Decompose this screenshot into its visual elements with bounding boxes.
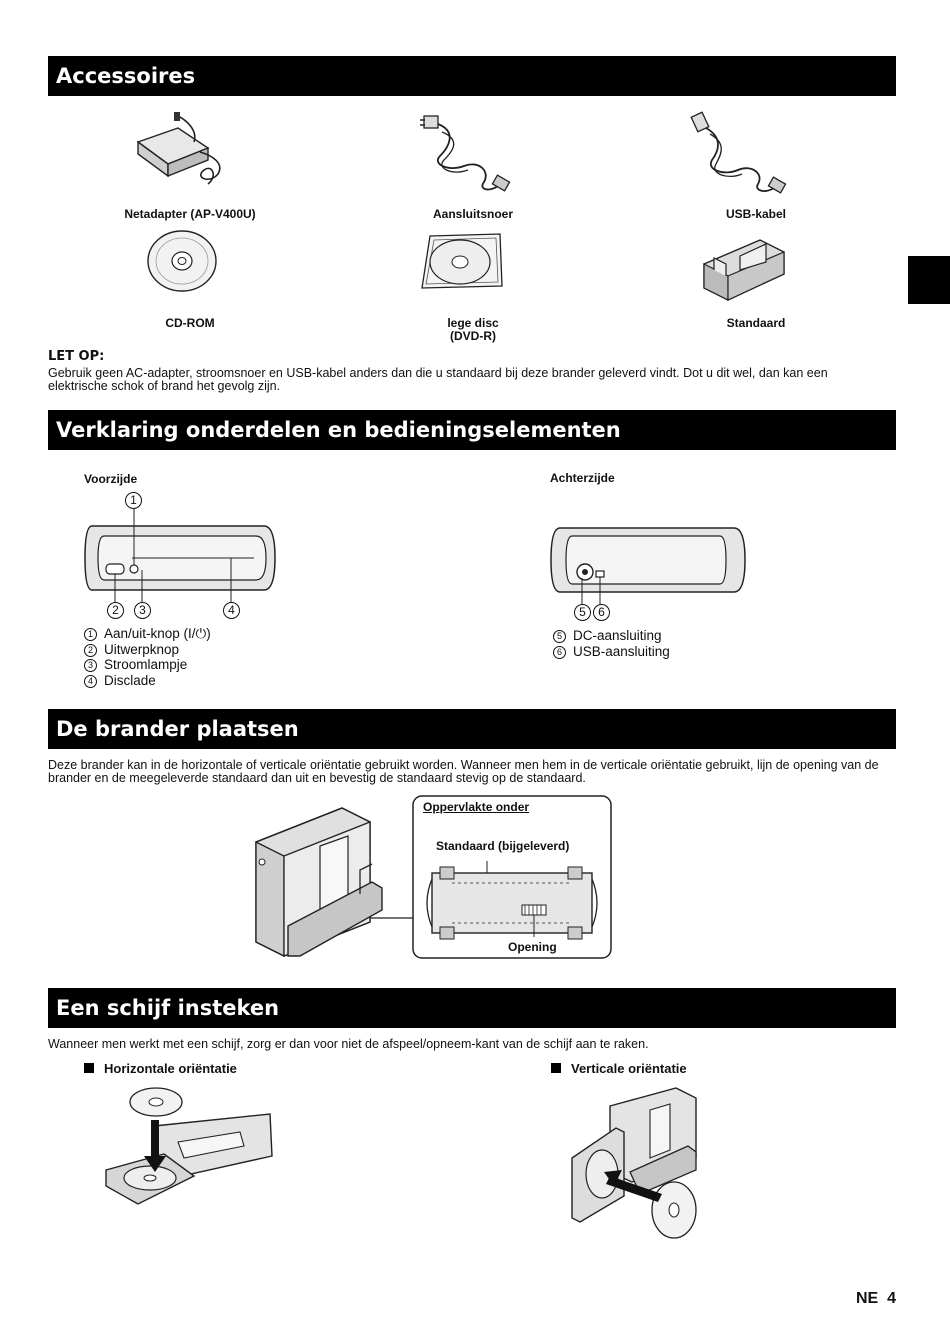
vertical-orientation-heading: Verticale oriëntatie — [551, 1061, 687, 1076]
legend-item: 2 Uitwerpknop — [84, 642, 211, 658]
legend-item: 3 Stroomlampje — [84, 657, 211, 673]
caution-title: LET OP: — [48, 349, 105, 364]
accessory-label-cord: Aansluitsnoer — [432, 207, 513, 221]
back-legend — [553, 628, 670, 659]
section-header-parts: Verklaring onderdelen en bedieningselementen — [48, 410, 896, 450]
page-number: 4 — [887, 1290, 897, 1307]
accessory-label-disc-1: lege disc — [447, 316, 499, 330]
stand-illustration — [700, 234, 786, 306]
footer-language: NE — [856, 1290, 879, 1307]
legend-item: 1 Aan/uit-knop (I/⏻) — [84, 626, 211, 642]
cd-rom-illustration — [146, 228, 218, 294]
accessory-label-cdrom: CD-ROM — [165, 316, 215, 330]
accessory-label-disc-2: (DVD-R) — [450, 329, 496, 343]
accessory-label-adapter: Netadapter (AP-V400U) — [124, 207, 256, 221]
accessory-label-stand: Standaard — [726, 316, 786, 330]
back-view-label: Achterzijde — [550, 471, 615, 485]
callout-4: 4 — [223, 602, 240, 619]
front-view-illustration — [84, 520, 276, 596]
usb-cable-illustration — [690, 112, 790, 196]
vertical-insert-illustration — [570, 1086, 700, 1240]
stand-supplied-label: Standaard (bijgeleverd) — [436, 839, 570, 853]
section-header-accessories: Accessoires — [48, 56, 896, 96]
callout-6: 6 — [593, 604, 610, 621]
front-legend — [84, 626, 211, 688]
legend-item: 5 DC-aansluiting — [553, 628, 670, 644]
horizontal-orientation-heading: Horizontale oriëntatie — [84, 1061, 237, 1076]
power-cord-illustration — [418, 112, 518, 194]
horizontal-insert-illustration — [104, 1086, 276, 1212]
bullet-square-icon — [551, 1063, 561, 1073]
caution-text: Gebruik geen AC-adapter, stroomsnoer en USB-kabel anders dan die u standaard bij deze brander geleverd vindt. Dot u dit wel, dan kan een elektrische schok of brand het gevolg zijn. — [48, 366, 828, 393]
opening-label: Opening — [508, 940, 557, 954]
placement-text: Deze brander kan in de horizontale of verticale oriëntatie gebruikt worden. Wanneer men hem in de verticale oriëntatie gebruikt, lijn de opening van de brander en de meegeleverde standaard dan uit en bevestig de standaard stevig op de standaard. — [48, 758, 879, 785]
legend-item: 6 USB-aansluiting — [553, 644, 670, 660]
legend-item: 4 Disclade — [84, 673, 211, 689]
bottom-surface-callout-box — [412, 795, 612, 959]
page-footer — [856, 1290, 896, 1308]
callout-5: 5 — [574, 604, 591, 621]
section-header-placement: De brander plaatsen — [48, 709, 896, 749]
accessory-label-usb: USB-kabel — [725, 207, 787, 221]
language-tab — [908, 256, 950, 304]
callout-2: 2 — [107, 602, 124, 619]
insert-text: Wanneer men werkt met een schijf, zorg er dan voor niet de afspeel/opneem-kant van de schijf aan te raken. — [48, 1037, 649, 1051]
callout-1: 1 — [125, 492, 142, 509]
vertical-burner-illustration — [252, 806, 422, 966]
callout-3: 3 — [134, 602, 151, 619]
front-view-label: Voorzijde — [84, 472, 138, 486]
blank-disc-illustration — [420, 232, 504, 290]
ac-adapter-illustration — [134, 112, 234, 194]
section-header-insert: Een schijf insteken — [48, 988, 896, 1028]
bullet-square-icon — [84, 1063, 94, 1073]
bottom-surface-label: Oppervlakte onder — [423, 800, 530, 814]
